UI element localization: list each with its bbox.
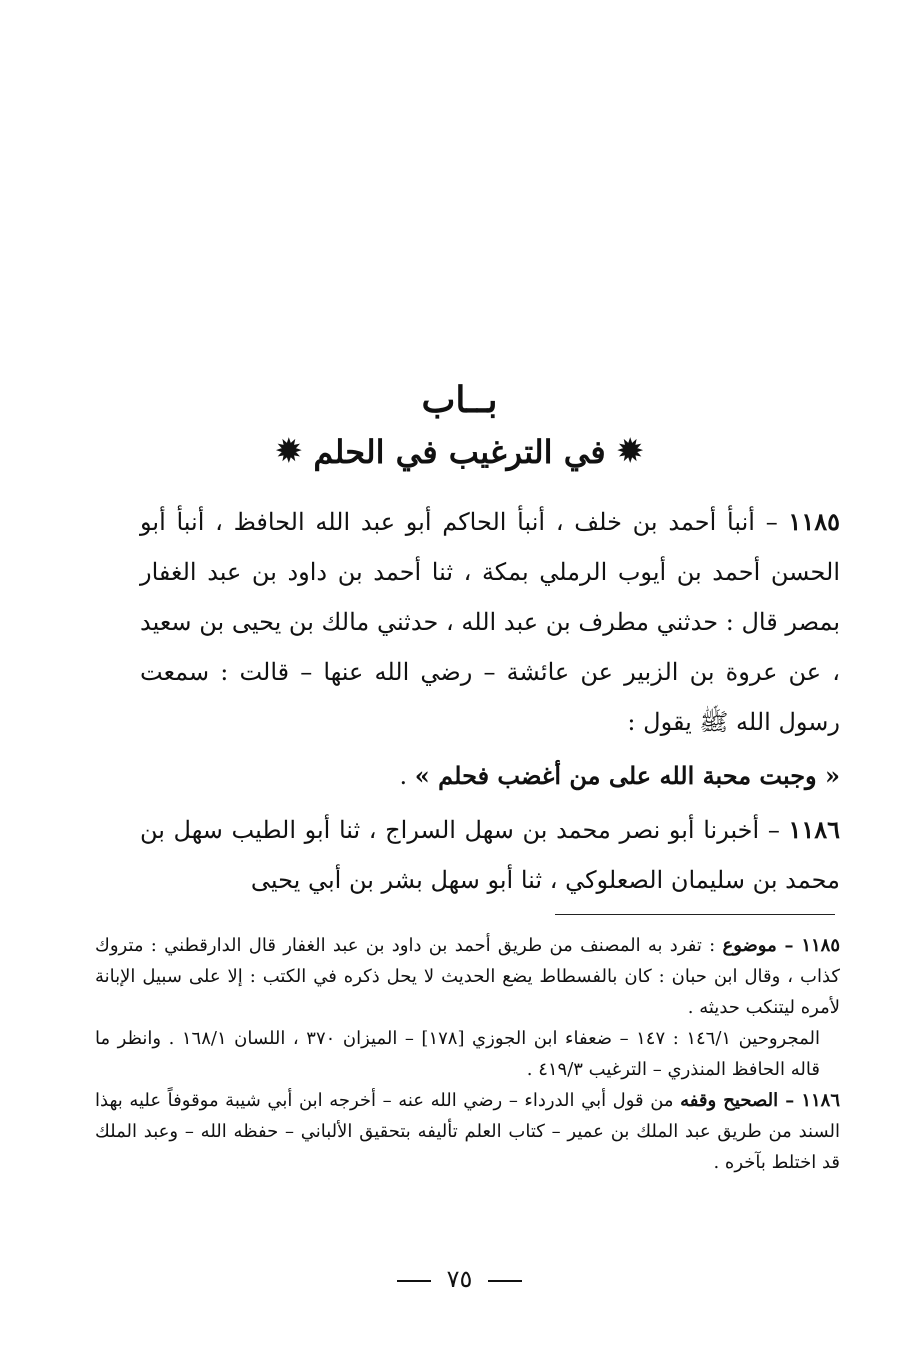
footer-dash — [397, 1280, 431, 1282]
star-ornament-icon: ✹ — [276, 434, 302, 469]
footnote-text: : تفرد به المصنف من طريق أحمد بن داود بن عبد الغفار قال الدارقطني : متروك كذاب ، وقال ابن حبان : كان بالفسطاط يضع الحديث لا يحل ذكره في الكتب : إلا على سبيل الإبانة لأمره ليتنكب حديثه . — [95, 935, 840, 1018]
footnote-1186 — [95, 1085, 840, 1178]
chapter-title: في الترغيب في الحلم — [313, 433, 606, 471]
star-ornament-icon: ✹ — [617, 434, 643, 469]
hadith-isnad: أنبأ أحمد بن خلف ، أنبأ الحاكم أبو عبد الله الحافظ ، أنبأ أبو الحسن أحمد بن أيوب الرملي بمكة ، ثنا أحمد بن داود بن عبد الغفار بمصر قال : حدثني مطرف بن عبد الله ، حدثني مالك بن يحيى بن سعيد ، عن عروة بن الزبير عن عائشة – رضي الله عنها – قالت : سمعت رسول الله ﷺ يقول : — [140, 508, 841, 736]
hadith-isnad: أخبرنا أبو نصر محمد بن سهل السراج ، ثنا أبو الطيب سهل بن محمد بن سليمان الصعلوكي ، ثنا أبو سهل بشر بن أبي يحيى — [140, 816, 840, 894]
footnote-1185-refs: المجروحين ١٤٦/١ : ١٤٧ – ضعفاء ابن الجوزي [١٧٨] – الميزان ٣٧٠ ، اللسان ١٦٨/١ . وانظر ما قاله الحافظ المنذري – الترغيب ٤١٩/٣ . — [95, 1028, 821, 1080]
hadith-1185 — [140, 497, 840, 747]
chapter-title-line — [0, 430, 919, 474]
main-text — [140, 497, 840, 905]
footnote-divider — [555, 914, 835, 915]
dash: – — [765, 508, 778, 536]
footnote-verdict: موضوع — [722, 935, 777, 956]
page-number: ٧٥ — [446, 1265, 473, 1293]
hadith-number: ١١٨٦ — [788, 815, 841, 844]
dash: – — [776, 935, 802, 956]
dash: – — [767, 816, 780, 844]
footnote-verdict: الصحيح وقفه — [680, 1090, 779, 1111]
hadith-quote: « وجبت محبة الله على من أغضب فحلم » — [414, 761, 840, 790]
chapter-header — [0, 380, 919, 474]
dash: – — [778, 1090, 802, 1111]
footnote-1185 — [95, 930, 840, 1023]
chapter-label: بــاب — [421, 379, 498, 421]
hadith-number: ١١٨٥ — [788, 507, 840, 536]
hadith-1186 — [140, 805, 840, 905]
footnote-number: ١١٨٥ — [801, 935, 840, 956]
footnote-text: من قول أبي الدرداء – رضي الله عنه – أخرجه ابن أبي شيبة موقوفاً عليه بهذا السند من طريق عبد الملك بن عمير – كتاب العلم تأليفه بتحقيق الألباني – حفظه الله – وعبد الملك قد اختلط بآخره . — [95, 1090, 840, 1173]
footnote-number: ١١٨٦ — [801, 1090, 840, 1111]
page-footer — [0, 1265, 919, 1293]
footnotes — [95, 930, 840, 1178]
quote-period: . — [399, 762, 415, 790]
hadith-matn — [140, 747, 840, 805]
footer-dash — [488, 1280, 522, 1282]
